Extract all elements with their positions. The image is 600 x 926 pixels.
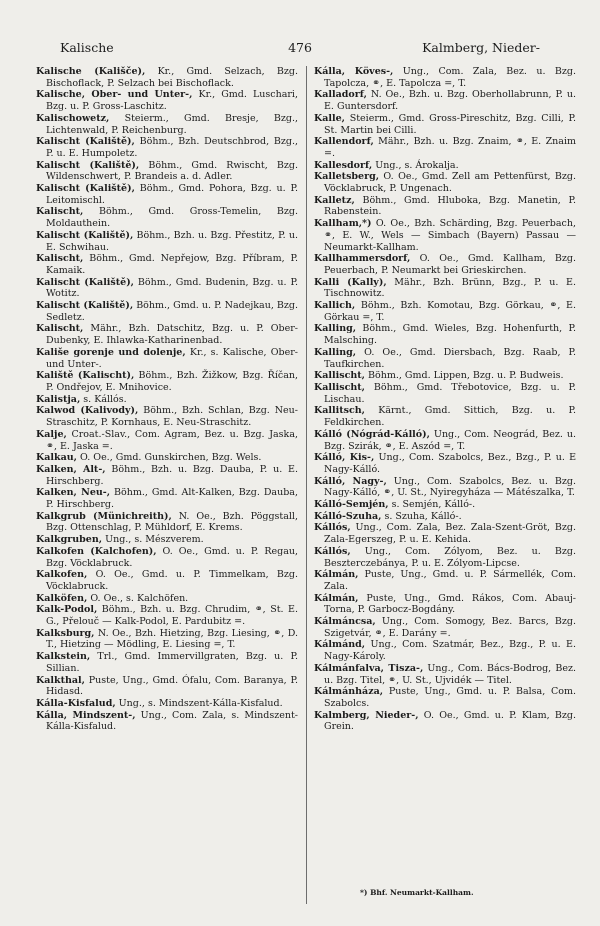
entry-headword: Kalischt, <box>36 206 84 218</box>
entry <box>36 534 298 546</box>
entry-headword: Kalkthal, <box>36 674 85 686</box>
entry-headword: Kalische (Kališče), <box>36 66 146 77</box>
entry <box>314 499 576 511</box>
entry-details: Mähr., Bzh. u. Bzg. Znaim, ⚭, E. Znaim =. <box>324 136 576 159</box>
entry-details: Ung., Com. Neográd, Bez. u. Bzg. Szirák, ⚭, E. Aszód =, T. <box>324 428 576 452</box>
entry-details: Ung., Com. Szabolcs, Bez., Bzg., P. u. E Nagy-Kálló. <box>324 452 576 475</box>
entry-details: Böhm., Gmd. Třebotovice, Bzg. u. P. Lischau. <box>324 381 576 405</box>
page-header <box>34 40 566 60</box>
entry <box>36 183 298 206</box>
entry-headword: Kallischt, <box>314 370 365 382</box>
entry <box>314 253 576 276</box>
entry <box>314 171 576 194</box>
entry <box>36 698 298 710</box>
entry-details: Böhm., Gmd. Rwischt, Bzg. Wildenschwert, P. Brandeis a. d. Adler. <box>46 159 298 183</box>
entry-headword: Kalischt (Kaliště), <box>36 183 135 195</box>
entry-details: Croat.-Slav., Com. Agram, Bez. u. Bzg. Jaska, ⚭, E. Jaska =. <box>46 428 298 452</box>
entry-headword: Kallischt, <box>314 381 365 393</box>
entry-headword: Kalken, Alt-, <box>36 463 106 475</box>
entry <box>36 452 298 464</box>
entry <box>314 405 576 428</box>
entry-headword: Kallhammersdorf, <box>314 253 411 265</box>
entry <box>314 663 576 686</box>
entry-details: Böhm., Gmd. Nepřejow, Bzg. Příbram, P. Kamaik. <box>46 253 298 276</box>
entry <box>314 710 576 733</box>
entry-headword: Kalletz, <box>314 194 355 206</box>
entry-details: Böhm., Bzh. Deutschbrod, Bzg., P. u. E. Humpoletz. <box>46 136 298 159</box>
entry <box>36 160 298 183</box>
entry-details: O. Oe., Gmd. Zell am Pettenfürst, Bzg. Vöcklabruck, P. Ungenach. <box>324 171 576 195</box>
entry-headword: Kaliště (Kalischt), <box>36 370 135 382</box>
entry-headword: Kalling, <box>314 323 357 335</box>
entry <box>314 593 576 616</box>
entry-headword: Kalletsberg, <box>314 171 380 183</box>
entry <box>314 616 576 639</box>
entry-headword: Kalken, Neu-, <box>36 487 111 499</box>
entry-details: Ung., Com. Bács-Bodrog, Bez. u. Bzg. Titel, ⚭, U. St., Ujvidék — Titel. <box>324 662 576 686</box>
entry <box>36 370 298 393</box>
entry-details: Böhm., Bzh. Schlan, Bzg. Neu-Straschitz, P. Kornhaus, E. Neu-Straschitz. <box>46 405 298 429</box>
entry <box>36 253 298 276</box>
entry-details: Steierm., Gmd. Bresje, Bzg., Lichtenwald, P. Reichenburg. <box>46 112 298 136</box>
entry-details: O. Oe., Bzh. Schärding, Bzg. Peuerbach, ⚭, E. W., Wels — Simbach (Bayern) Passau — Neumarkt-Kallham. <box>324 218 576 253</box>
entry <box>36 323 298 346</box>
entry-details: Puste, Ung., Gmd. u. P. Sármellék, Com. Zala. <box>324 569 576 592</box>
header-left-keyword: Kalische <box>60 40 114 55</box>
entry <box>314 569 576 592</box>
entry-headword: Kalischt (Kaliště), <box>36 159 140 171</box>
entry-details: Ung., Com. Zólyom, Bez. u. Bzg. Beszterczebánya, P. u. E. Zólyom-Lipcse. <box>324 545 576 569</box>
entry-details: Ung., Com. Szatmár, Bez., Bzg., P. u. E. Nagy-Károly. <box>324 639 576 663</box>
entry-details: Ung., Com. Zala, Bez. Zala-Szent-Gröt, Bzg. Zala-Egerszeg, P. u. E. Kehida. <box>324 522 576 546</box>
entry <box>314 195 576 218</box>
entry-details: Böhm., Gmd. Wieles, Bzg. Hohenfurth, P. Malsching. <box>324 323 576 347</box>
entry-headword: Kalischt (Kaliště), <box>36 229 134 241</box>
entry-headword: Kálmánfalva, Tisza-, <box>314 662 424 674</box>
entry <box>314 686 576 709</box>
entry <box>314 136 576 159</box>
entry-details: Böhm., Gmd. Alt-Kalken, Bzg. Dauba, P. Hirschberg. <box>46 487 298 511</box>
entry-details: Steierm., Gmd. Gross-Pireschitz, Bzg. Cilli, P. St. Martin bei Cilli. <box>324 112 576 136</box>
entry <box>36 429 298 452</box>
entry-details: O. Oe., Gmd. u. P. Timmelkam, Bzg. Vöcklabruck. <box>46 569 298 592</box>
entry-headword: Kalistja, <box>36 393 81 405</box>
entry-details: s. Semjén, Kálló-. <box>388 499 476 511</box>
entry <box>36 405 298 428</box>
entry <box>36 300 298 323</box>
entry-details: Böhm., Bzh. u. Bzg. Dauba, P. u. E. Hirschberg. <box>46 463 298 487</box>
entry-headword: Kálló (Nógrád-Kálló), <box>314 428 430 440</box>
entry <box>36 394 298 406</box>
entry-headword: Kálmáncsa, <box>314 616 376 628</box>
entry-headword: Kalkofen (Kalchofen), <box>36 545 157 557</box>
entry-headword: Kalli (Kally), <box>314 276 387 288</box>
entry <box>36 347 298 370</box>
entry-details: Ung., Com. Zala, Bez. u. Bzg. Tapolcza, ⚭, E. Tapolcza =, T. <box>324 66 576 89</box>
entry-details: Kr., s. Kalische, Ober- und Unter-. <box>46 346 298 370</box>
entry-headword: Kalkstein, <box>36 651 91 663</box>
entry <box>36 569 298 592</box>
entry <box>36 464 298 487</box>
entry <box>314 160 576 172</box>
entry <box>36 277 298 300</box>
entry-details: Böhm., Gmd. Budenin, Bzg. u. P. Wotitz. <box>46 276 298 300</box>
entry <box>314 300 576 323</box>
entry-headword: Kalkgruben, <box>36 534 103 546</box>
entry-headword: Kalk-Podol, <box>36 604 98 616</box>
entry <box>36 675 298 698</box>
entry-headword: Kalischt (Kaliště), <box>36 136 135 148</box>
entry-headword: Kálla-Kisfalud, <box>36 697 116 709</box>
entry <box>314 546 576 569</box>
entry-headword: Kalmberg, Nieder-, <box>314 709 419 721</box>
entry-details: Ung., s. Mindszent-Kálla-Kisfalud. <box>115 697 283 709</box>
entry-details: O. Oe., Gmd. Kallham, Bzg. Peuerbach, P. Neumarkt bei Grieskirchen. <box>324 253 576 276</box>
entry <box>314 370 576 382</box>
entry-headword: Kalwod (Kalivody), <box>36 405 139 417</box>
entry-headword: Kálló, Kis-, <box>314 452 375 464</box>
entry-details: Kärnt., Gmd. Sittich, Bzg. u. P. Feldkirchen. <box>324 405 576 429</box>
entry-headword: Kállós, <box>314 545 351 557</box>
entry-details: Böhm., Gmd. Gross-Temelin, Bzg. Moldauthein. <box>46 206 298 230</box>
entry-details: Böhm., Bzh. Žižkow, Bzg. Říčan, P. Ondřejov, E. Mnihovice. <box>46 370 298 393</box>
entry <box>314 382 576 405</box>
entry-headword: Kalischt (Kaliště), <box>36 276 134 288</box>
entry-headword: Kálló-Szuha, <box>314 510 382 522</box>
entry-details: Böhm., Gmd. Pohora, Bzg. u. P. Leitomischl. <box>46 183 298 206</box>
entry-headword: Kallham,*) <box>314 218 372 230</box>
entry <box>36 66 298 89</box>
entry-details: Trl., Gmd. Immervillgraten, Bzg. u. P. Sillian. <box>46 651 298 674</box>
entry <box>36 136 298 159</box>
entry <box>36 206 298 229</box>
entry-details: s. Kállós. <box>80 393 127 405</box>
entry-headword: Kálló-Semjén, <box>314 499 389 511</box>
entry <box>36 651 298 674</box>
entry-headword: Kalje, <box>36 428 67 440</box>
entry-headword: Kalischowetz, <box>36 112 110 124</box>
entry-details: Mähr., Bzh. Datschitz, Bzg. u. P. Ober-Dubenky, E. Ihlawka-Katharinenbad. <box>46 323 298 347</box>
entry-details: N. Oe., Bzh. Hietzing, Bzg. Liesing, ⚭, D. T., Hietzing — Mödling, E. Liesing =, T. <box>46 627 298 651</box>
entry-headword: Kálla, Mindszent-, <box>36 709 136 721</box>
entry-details: Puste, Ung., Gmd. u. P. Balsa, Com. Szabolcs. <box>324 686 576 709</box>
entry <box>314 522 576 545</box>
entry <box>36 113 298 136</box>
entry-details: N. Oe., Bzh. Pöggstall, Bzg. Ottenschlag, P. Mühldorf, E. Krems. <box>46 510 298 534</box>
entry-headword: Kalladorf, <box>314 89 367 101</box>
entry <box>314 66 576 89</box>
entry-details: Böhm., Gmd. Lippen, Bzg. u. P. Budweis. <box>364 370 564 382</box>
entry-details: Mähr., Bzh. Brünn, Bzg., P. u. E. Tischnowitz. <box>324 276 576 300</box>
entry-headword: Kalkofen, <box>36 569 88 581</box>
entry-headword: Kállós, <box>314 522 351 534</box>
entry-headword: Kalle, <box>314 112 345 124</box>
entry-details: Böhm., Bzh. u. Bzg. Přestitz, P. u. E. Schwihau. <box>46 229 298 253</box>
entry-details: O. Oe., Gmd. Gunskirchen, Bzg. Wels. <box>76 452 262 464</box>
entry-headword: Kalköfen, <box>36 592 88 604</box>
entry-headword: Kalischt, <box>36 323 84 335</box>
entry-headword: Kálmán, <box>314 592 359 604</box>
left-column <box>36 66 298 912</box>
entry <box>314 639 576 662</box>
entry-details: Ung., s. Árokalja. <box>372 159 459 171</box>
entry <box>36 89 298 112</box>
entry <box>314 347 576 370</box>
entry <box>36 546 298 569</box>
entry-headword: Kalischt (Kaliště), <box>36 300 134 312</box>
entry <box>314 452 576 475</box>
entry <box>314 429 576 452</box>
entry-details: Böhm., Gmd. Hluboka, Bzg. Manetin, P. Rabenstein. <box>324 194 576 218</box>
entry-details: N. Oe., Bzh. u. Bzg. Oberhollabrunn, P. u. E. Guntersdorf. <box>324 89 576 113</box>
entry-headword: Kališe gorenje und dolenje, <box>36 346 186 358</box>
footnote: *) Bhf. Neumarkt-Kallham. <box>360 888 474 897</box>
entry <box>36 593 298 605</box>
entry-headword: Kalling, <box>314 346 357 358</box>
entry-headword: Kálmán, <box>314 569 359 581</box>
entry-details: O. Oe., Gmd. u. P. Klam, Bzg. Grein. <box>324 709 576 733</box>
entry-details: Kr., Gmd. Selzach, Bzg. Bischoflack, P. Selzach bei Bischoflack. <box>46 66 298 89</box>
page-number: 476 <box>288 40 312 55</box>
entry-details: Böhm., Bzh. u. Bzg. Chrudim, ⚭, St. E. G., Přelouč — Kalk-Podol, E. Pardubitz =. <box>46 604 298 628</box>
entry <box>314 113 576 136</box>
entry-details: Ung., Com. Zala, s. Mindszent-Kálla-Kisfalud. <box>46 709 298 733</box>
entry <box>36 710 298 733</box>
entry-headword: Kálla, Köves-, <box>314 66 394 77</box>
entry-headword: Kalksburg, <box>36 627 95 639</box>
entry-headword: Kalische, Ober- und Unter-, <box>36 89 193 101</box>
entry-details: s. Szuha, Kálló-. <box>381 510 462 522</box>
entry <box>36 487 298 510</box>
entry-details: Puste, Ung., Gmd. Rákos, Com. Abauj-Torna, P. Garbocz-Bogdány. <box>324 592 576 616</box>
entry-details: O. Oe., Gmd. u. P. Regau, Bzg. Vöcklabruck. <box>46 545 298 569</box>
entry-details: Puste, Ung., Gmd. Ófalu, Com. Baranya, P. Hidasd. <box>46 674 298 698</box>
entry-details: O. Oe., s. Kalchöfen. <box>87 592 189 604</box>
entry <box>36 604 298 627</box>
entry-details: Ung., Com. Somogy, Bez. Barcs, Bzg. Szigetvár, ⚭, E. Darány =. <box>324 616 576 639</box>
entry <box>314 511 576 523</box>
entry <box>314 476 576 499</box>
entry-details: Böhm., Gmd. u. P. Nadejkau, Bzg. Sedletz. <box>46 300 298 323</box>
entry-details: Kr., Gmd. Luschari, Bzg. u. P. Gross-Laschitz. <box>46 89 298 113</box>
entry <box>36 511 298 534</box>
entry <box>314 218 576 253</box>
entry-headword: Kalischt, <box>36 253 84 265</box>
entry-headword: Kálmánd, <box>314 639 366 651</box>
entry-headword: Kalkau, <box>36 452 77 464</box>
entry <box>314 277 576 300</box>
entry-headword: Kálló, Nagy-, <box>314 475 387 487</box>
entry <box>36 628 298 651</box>
entry-headword: Kallendorf, <box>314 136 374 148</box>
entry <box>314 323 576 346</box>
entry-headword: Kallitsch, <box>314 405 365 417</box>
entry-headword: Kallich, <box>314 300 356 312</box>
column-divider <box>306 66 307 904</box>
entry-headword: Kallesdorf, <box>314 159 373 171</box>
entry-details: O. Oe., Gmd. Diersbach, Bzg. Raab, P. Taufkirchen. <box>324 346 576 370</box>
entry-details: Ung., s. Mészverem. <box>102 534 204 546</box>
right-column <box>314 66 576 912</box>
entry-headword: Kalkgrub (Münichreith), <box>36 510 172 522</box>
entry-details: Böhm., Bzh. Komotau, Bzg. Görkau, ⚭, E. Görkau =, T. <box>324 300 576 323</box>
entry-headword: Kálmánháza, <box>314 686 384 698</box>
header-right-keyword: Kalmberg, Nieder- <box>422 40 540 55</box>
entry <box>36 230 298 253</box>
entry-details: Ung., Com. Szabolcs, Bez. u. Bzg. Nagy-Kálló, ⚭, U. St., Nyiregyháza — Mátészalka, T. <box>324 475 576 499</box>
entry <box>314 89 576 112</box>
